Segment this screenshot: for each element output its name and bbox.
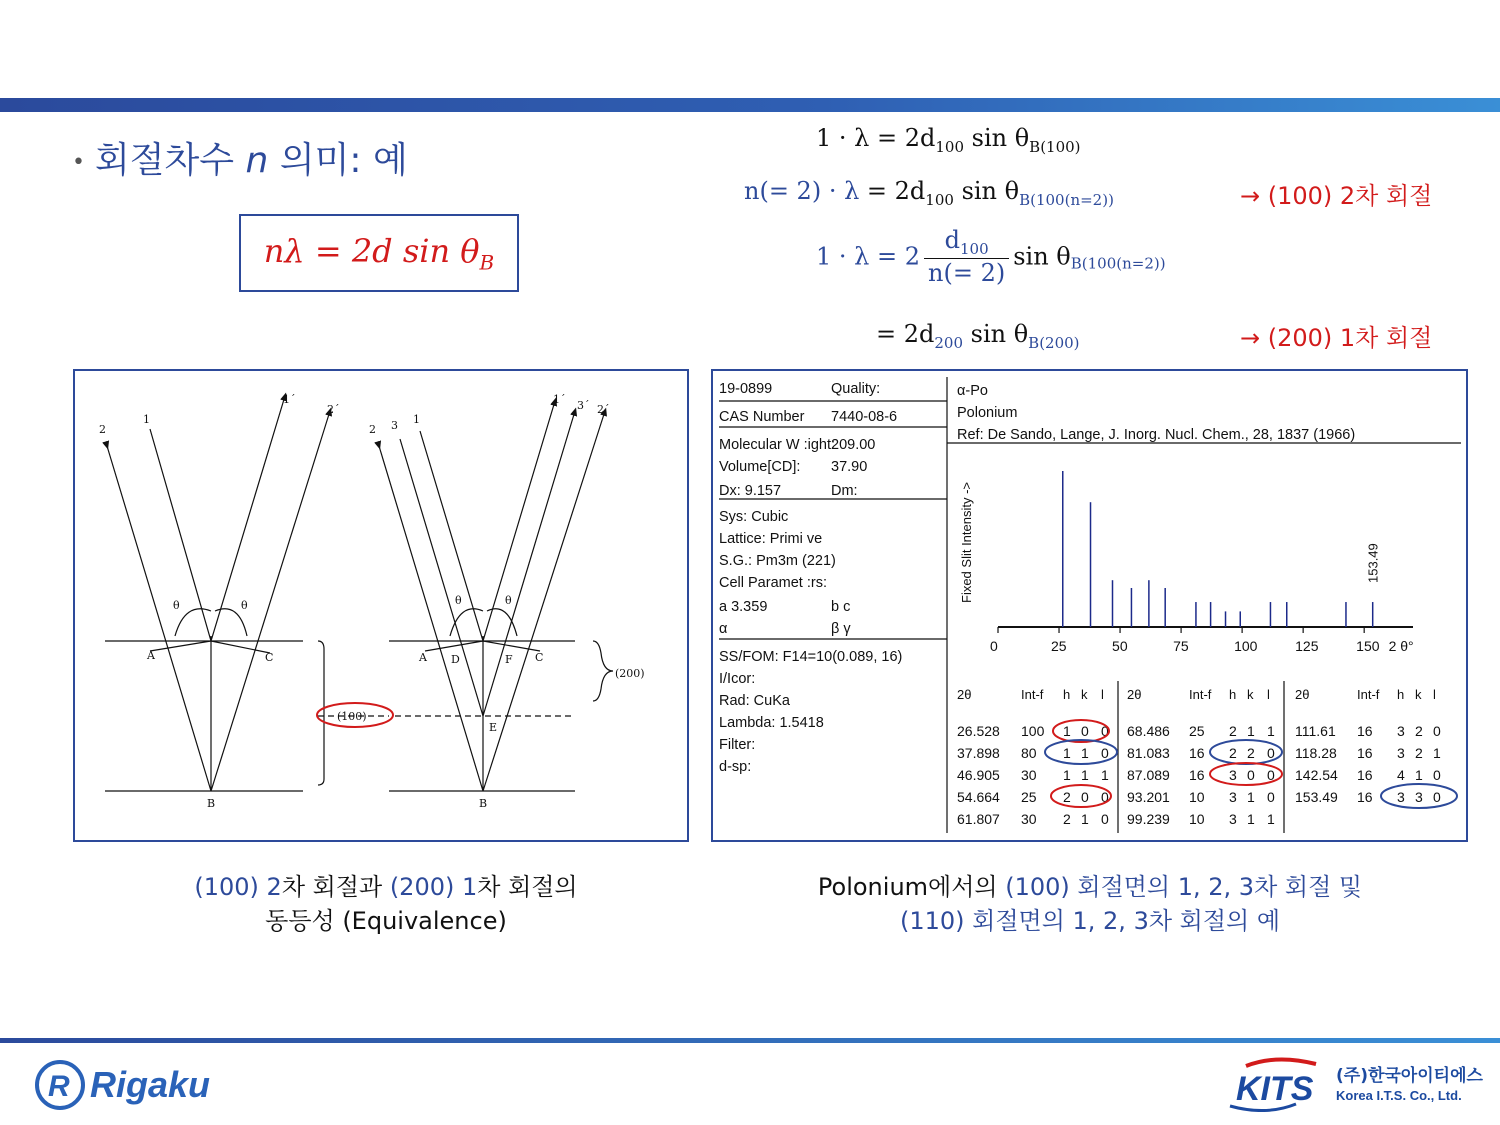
table-cell: 3 — [1397, 723, 1405, 739]
table-cell: 16 — [1357, 767, 1373, 783]
table-cell: 0 — [1101, 811, 1109, 827]
pdf-left-label: d-sp: — [719, 759, 752, 775]
table-header: k — [1415, 687, 1422, 702]
ray-label-2: 2 — [99, 423, 106, 436]
table-cell: 0 — [1433, 723, 1441, 739]
table-cell: 0 — [1101, 789, 1109, 805]
pdf-left-label: Dx: 9.157 — [719, 483, 782, 499]
point-b: B — [207, 797, 216, 810]
equation-4: = $2d_{200}$ $\sin \theta_{B(200)}$ — [876, 320, 1080, 352]
table-header: l — [1267, 687, 1270, 702]
table-cell: 0 — [1267, 745, 1275, 761]
ray-label-3: 3 — [391, 419, 398, 432]
table-header: 2θ — [957, 687, 972, 702]
table-cell: 16 — [1357, 723, 1373, 739]
table-header: Int-f — [1021, 687, 1044, 702]
pdf-left-value: 7440-08-6 — [831, 409, 898, 425]
pdf-left-value: 37.90 — [831, 459, 868, 475]
table-cell: 10 — [1189, 789, 1205, 805]
ray-label-3p: 3´ — [577, 399, 590, 412]
table-cell: 0 — [1267, 789, 1275, 805]
point-c-b: C — [535, 651, 544, 664]
table-cell: 1 — [1063, 767, 1071, 783]
arrow-label-1: → (100) 2차 회절 — [1240, 182, 1433, 210]
point-e: E — [489, 721, 498, 734]
table-cell: 30 — [1021, 767, 1037, 783]
point-f: F — [505, 653, 513, 666]
x-tick-label: 0 — [990, 638, 998, 654]
pdf-card-panel — [711, 369, 1468, 842]
table-cell: 93.201 — [1127, 789, 1170, 805]
table-cell: 1 — [1267, 723, 1275, 739]
point-b-b: B — [479, 797, 488, 810]
pdf-left-label: Lambda: 1.5418 — [719, 715, 824, 731]
kits-name-en: Korea I.T.S. Co., Ltd. — [1336, 1088, 1462, 1103]
table-cell: 0 — [1081, 789, 1089, 805]
table-cell: 25 — [1189, 723, 1205, 739]
diffraction-diagram — [75, 371, 687, 840]
table-cell: 3 — [1397, 745, 1405, 761]
ray-label-2p-b: 2´ — [597, 403, 610, 416]
ray-label-1: 1 — [143, 413, 150, 426]
table-header: h — [1397, 687, 1405, 702]
table-cell: 1 — [1081, 745, 1089, 761]
table-cell: 3 — [1397, 789, 1405, 805]
table-cell: 1 — [1247, 789, 1255, 805]
bullet-suffix: 의미: 예 — [268, 140, 408, 181]
theta-left: θ — [173, 599, 180, 612]
table-cell: 3 — [1229, 789, 1237, 805]
table-cell: 61.807 — [957, 811, 1000, 827]
table-header: 2θ — [1295, 687, 1310, 702]
bragg-formula-box — [239, 214, 519, 292]
pdf-card — [713, 371, 1466, 840]
table-cell: 1 — [1101, 767, 1109, 783]
pdf-left-label: SS/FOM: F14=10(0.089, 16) — [719, 649, 903, 665]
kits-wordmark: KITS — [1236, 1070, 1314, 1108]
pdf-left-label: S.G.: Pm3m (221) — [719, 553, 836, 569]
pdf-left-label: Rad: CuKa — [719, 693, 790, 709]
theta-right-b: θ — [505, 594, 512, 607]
pdf-left-label: Cell Paramet :rs: — [719, 575, 827, 591]
rigaku-logo — [34, 1055, 210, 1115]
pdf-name-line-1: α-Po — [957, 383, 988, 399]
table-cell: 2 — [1247, 745, 1255, 761]
table-cell: 3 — [1415, 789, 1423, 805]
table-header: 2θ — [1127, 687, 1142, 702]
table-cell: 1 — [1063, 745, 1071, 761]
caption-right: Polonium에서의 (100) 회절면의 1, 2, 3차 회절 및 (110) 회절면의 1, 2, 3차 회절의 예 — [817, 873, 1363, 935]
table-cell: 16 — [1357, 745, 1373, 761]
pdf-left-value: Dm: — [831, 483, 858, 499]
pdf-ref: Ref: De Sando, Lange, J. Inorg. Nucl. Chem., 28, 1837 (1966) — [957, 427, 1356, 443]
pdf-left-label: Filter: — [719, 737, 756, 753]
point-d: D — [451, 653, 460, 666]
table-cell: 99.239 — [1127, 811, 1170, 827]
table-cell: 2 — [1063, 789, 1071, 805]
table-cell: 2 — [1415, 745, 1423, 761]
pdf-y-axis: Fixed Slit Intensity -> — [959, 481, 974, 603]
table-cell: 1 — [1247, 723, 1255, 739]
table-cell: 68.486 — [1127, 723, 1170, 739]
table-cell: 2 — [1415, 723, 1423, 739]
bullet-title — [72, 132, 408, 183]
bullet-n: n — [245, 140, 269, 181]
table-cell: 3 — [1229, 811, 1237, 827]
table-cell: 1 — [1081, 767, 1089, 783]
table-cell: 0 — [1433, 789, 1441, 805]
pdf-name-line-2: Polonium — [957, 405, 1018, 421]
rigaku-mark-icon — [34, 1059, 86, 1111]
pdf-left-label: a 3.359 — [719, 599, 768, 615]
diffraction-diagram-panel — [73, 369, 689, 842]
peak-label: 153.49 — [1365, 543, 1381, 583]
point-a: A — [147, 649, 155, 662]
ray-label-1p-b: 1´ — [553, 393, 566, 406]
point-c: C — [265, 651, 274, 664]
x-tick-label: 125 — [1295, 638, 1319, 654]
table-cell: 3 — [1229, 767, 1237, 783]
pdf-left-value: β γ — [831, 621, 851, 637]
table-cell: 25 — [1021, 789, 1037, 805]
table-cell: 1 — [1433, 745, 1441, 761]
arrow-label-2: → (200) 1차 회절 — [1240, 324, 1433, 352]
pdf-left-label: α — [719, 621, 728, 637]
table-cell: 16 — [1189, 745, 1205, 761]
table-header: Int-f — [1189, 687, 1212, 702]
pdf-left-label: Volume[CD]: — [719, 459, 801, 475]
kits-arc-icon — [1226, 1056, 1326, 1112]
footer-line — [0, 1038, 1500, 1043]
table-cell: 37.898 — [957, 745, 1000, 761]
table-cell: 0 — [1081, 723, 1089, 739]
pdf-left-value: Quality: — [831, 381, 881, 397]
kits-name-kr: (주)한국아이티에스 — [1336, 1066, 1483, 1086]
point-a-b: A — [419, 651, 427, 664]
table-cell: 46.905 — [957, 767, 1000, 783]
table-cell: 10 — [1189, 811, 1205, 827]
x-tick-label: 100 — [1234, 638, 1258, 654]
table-cell: 1 — [1247, 811, 1255, 827]
table-header: h — [1229, 687, 1237, 702]
table-cell: 80 — [1021, 745, 1037, 761]
ray-label-1p: 1´ — [283, 393, 296, 406]
rigaku-wordmark: Rigaku — [90, 1064, 211, 1105]
table-header: l — [1433, 687, 1436, 702]
pdf-left-value: b c — [831, 599, 851, 615]
table-cell: 26.528 — [957, 723, 1000, 739]
table-cell: 153.49 — [1295, 789, 1338, 805]
pdf-left-label: Molecular W :ight: — [719, 437, 836, 453]
table-cell: 16 — [1357, 789, 1373, 805]
table-header: h — [1063, 687, 1071, 702]
table-cell: 1 — [1415, 767, 1423, 783]
table-cell: 87.089 — [1127, 767, 1170, 783]
theta-left-b: θ — [455, 594, 462, 607]
table-cell: 142.54 — [1295, 767, 1338, 783]
table-header: l — [1101, 687, 1104, 702]
table-cell: 0 — [1267, 767, 1275, 783]
pdf-left-label: Sys: Cubic — [719, 509, 789, 525]
table-cell: 1 — [1081, 811, 1089, 827]
pdf-left-label: I/Icor: — [719, 671, 756, 687]
table-header: Int-f — [1357, 687, 1380, 702]
table-header: k — [1247, 687, 1254, 702]
table-cell: 118.28 — [1295, 745, 1337, 761]
svg-text:R: R — [48, 1070, 70, 1103]
table-cell: 2 — [1229, 745, 1237, 761]
pdf-left-label: CAS Number — [719, 409, 805, 425]
x-tick-label: 25 — [1051, 638, 1067, 654]
x-tick-label: 50 — [1112, 638, 1128, 654]
bragg-formula: nλ = 2d $\sin \theta_B$ — [263, 231, 495, 275]
table-cell: 2 — [1229, 723, 1237, 739]
pdf-left-label: Lattice: Primi ve — [719, 531, 823, 547]
table-cell: 81.083 — [1127, 745, 1170, 761]
label-200: (200) — [615, 667, 645, 680]
pdf-left-label: 19-0899 — [719, 381, 773, 397]
table-header: k — [1081, 687, 1088, 702]
bullet-dot: • — [72, 149, 85, 175]
x-tick-label: 75 — [1173, 638, 1189, 654]
table-cell: 16 — [1189, 767, 1205, 783]
label-100: (100) — [337, 710, 367, 723]
x-tick-label: 150 — [1356, 638, 1380, 654]
table-cell: 1 — [1267, 811, 1275, 827]
ray-label-1-b: 1 — [413, 413, 420, 426]
header-bar — [0, 98, 1500, 112]
table-cell: 2 — [1063, 811, 1071, 827]
table-cell: 0 — [1101, 745, 1109, 761]
ray-label-2-b: 2 — [369, 423, 376, 436]
table-cell: 54.664 — [957, 789, 1000, 805]
table-cell: 100 — [1021, 723, 1045, 739]
table-cell: 30 — [1021, 811, 1037, 827]
equation-1: $1 \cdot \lambda = 2d_{100}$ $\sin \theta_{B(100)}$ — [816, 124, 1081, 156]
table-cell: 1 — [1063, 723, 1071, 739]
equation-2: $n(= 2) \cdot \lambda = 2d_{100}$ $\sin \theta_{B(100(n=2))}$ — [744, 177, 1114, 209]
table-cell: 0 — [1247, 767, 1255, 783]
kits-logo — [1226, 1056, 1483, 1116]
pdf-left-value: 209.00 — [831, 437, 876, 453]
bullet-prefix: 회절차수 — [94, 140, 246, 181]
x-axis-label: 2 θ° — [1388, 638, 1414, 654]
theta-right: θ — [241, 599, 248, 612]
table-cell: 4 — [1397, 767, 1405, 783]
table-cell: 0 — [1101, 723, 1109, 739]
table-cell: 111.61 — [1295, 723, 1336, 739]
equation-3: 1 · λ = 2 $\frac{d_{100}}{n(= 2)}$ $\sin \theta_{B(100(n=2))}$ — [816, 226, 1166, 287]
caption-left: (100) 2차 회절과 (200) 1차 회절의 동등성 (Equivalence) — [194, 873, 578, 935]
table-cell: 0 — [1433, 767, 1441, 783]
ray-label-2p: 2´ — [327, 403, 340, 416]
